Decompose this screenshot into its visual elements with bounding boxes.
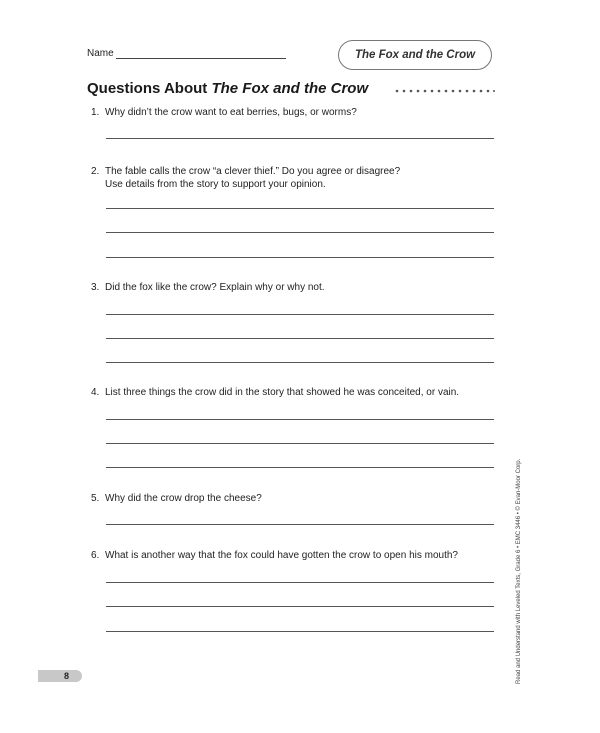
question-text: Why did the crow drop the cheese? [105, 493, 262, 504]
question-text: Did the fox like the crow? Explain why or why not. [105, 282, 325, 293]
answer-line-4-3[interactable] [106, 467, 494, 468]
answer-line-2-3[interactable] [106, 257, 494, 258]
question-number: 4. [91, 387, 100, 398]
heading-prefix: Questions About [87, 80, 212, 97]
question-number: 3. [91, 282, 100, 293]
question-text-line-2: Use details from the story to support your opinion. [105, 179, 326, 190]
answer-line-3-3[interactable] [106, 362, 494, 363]
question-number: 5. [91, 493, 100, 504]
page-number-tab [38, 670, 82, 682]
answer-line-3-1[interactable] [106, 314, 494, 315]
answer-line-3-2[interactable] [106, 338, 494, 339]
answer-line-4-2[interactable] [106, 443, 494, 444]
question-text: List three things the crow did in the story that showed he was conceited, or vain. [105, 387, 460, 398]
answer-line-4-1[interactable] [106, 419, 494, 420]
answer-line-2-1[interactable] [106, 208, 494, 209]
story-title-badge: The Fox and the Crow [338, 40, 492, 70]
question-text: Why didn’t the crow want to eat berries, bugs, or worms? [105, 107, 357, 118]
name-write-line[interactable] [116, 58, 286, 59]
answer-line-6-3[interactable] [106, 631, 494, 632]
question-number: 2. [91, 166, 100, 177]
question-number: 1. [91, 107, 100, 118]
name-label: Name [87, 48, 114, 59]
page-number: 8 [64, 671, 70, 681]
answer-line-6-1[interactable] [106, 582, 494, 583]
copyright-side-note: Read and Understand with Leveled Texts, Grade 6 • EMC 3446 • © Evan-Moor Corp. [516, 458, 522, 684]
answer-line-2-2[interactable] [106, 232, 494, 233]
question-text: What is another way that the fox could have gotten the crow to open his mouth? [105, 550, 458, 561]
heading-dot-rule [395, 89, 495, 93]
heading-title: The Fox and the Crow [211, 80, 369, 97]
page-heading [87, 80, 368, 97]
answer-line-5-1[interactable] [106, 524, 494, 525]
answer-line-6-2[interactable] [106, 606, 494, 607]
question-number: 6. [91, 550, 100, 561]
question-text: The fable calls the crow “a clever thief.” Do you agree or disagree? [105, 166, 401, 177]
answer-line-1-1[interactable] [106, 138, 494, 139]
